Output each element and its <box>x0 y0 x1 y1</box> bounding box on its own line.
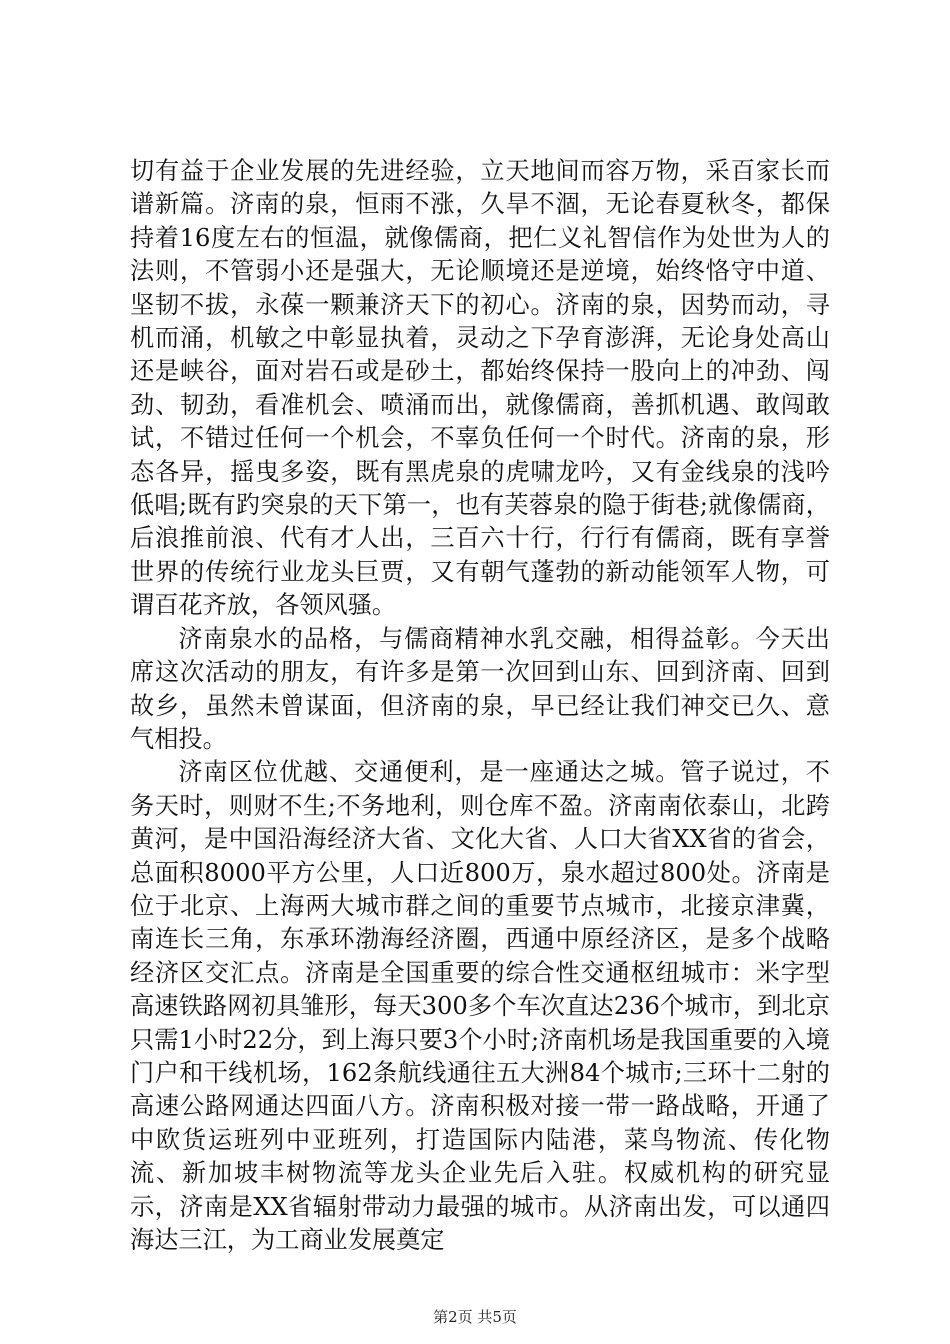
page-footer <box>0 1307 950 1327</box>
paragraph-spring-character: 济南泉水的品格，与儒商精神水乳交融，相得益彰。今天出席这次活动的朋友，有许多是第一次回到山东、回到济南、回到故乡，虽然未曾谋面，但济南的泉，早已经让我们神交已久、意气相投。 <box>130 624 830 753</box>
document-body <box>130 155 830 1257</box>
page-number-label: 第2页 共5页 <box>433 1308 517 1326</box>
paragraph-continuation: 切有益于企业发展的先进经验，立天地间而容万物，采百家长而谱新篇。济南的泉，恒雨不涨，久旱不涸，无论春夏秋冬，都保持着16度左右的恒温，就像儒商，把仁义礼智信作为处世为人的法则，不管弱小还是强大，无论顺境还是逆境，始终恪守中道、坚韧不拔，永葆一颗兼济天下的初心。济南的泉，因势而动，寻机而涌，机敏之中彰显执着，灵动之下孕育澎湃，无论身处高山还是峡谷，面对岩石或是砂土，都始终保持一股向上的冲劲、闯劲、韧劲，看准机会、喷涌而出，就像儒商，善抓机遇、敢闯敢试，不错过任何一个机会，不辜负任何一个时代。济南的泉，形态各异，摇曳多姿，既有黑虎泉的虎啸龙吟，又有金线泉的浅吟低唱;既有趵突泉的天下第一，也有芙蓉泉的隐于街巷;就像儒商，后浪推前浪、代有才人出，三百六十行，行行有儒商，既有享誉世界的传统行业龙头巨贾，又有朝气蓬勃的新动能领军人物，可谓百花齐放，各领风骚。 <box>130 157 830 620</box>
paragraph-location-transport: 济南区位优越、交通便利，是一座通达之城。管子说过，不务天时，则财不生;不务地利，则仓库不盈。济南南依泰山，北跨黄河，是中国沿海经济大省、文化大省、人口大省XX省的省会，总面积8000平方公里，人口近800万，泉水超过800处。济南是位于北京、上海两大城市群之间的重要节点城市，北接京津冀，南连长三角，东承环渤海经济圈，西通中原经济区，是多个战略经济区交汇点。济南是全国重要的综合性交通枢纽城市：米字型高速铁路网初具雏形，每天300多个车次直达236个城市，到北京只需1小时22分，到上海只要3个小时;济南机场是我国重要的入境门户和干线机场，162条航线通往五大洲84个城市;三环十二射的高速公路网通达四面八方。济南积极对接一带一路战略，开通了中欧货运班列中亚班列，打造国际内陆港，菜鸟物流、传化物流、新加坡丰树物流等龙头企业先后入驻。权威机构的研究显示，济南是XX省辐射带动力最强的城市。从济南出发，可以通四海达三江，为工商业发展奠定 <box>130 758 830 1254</box>
